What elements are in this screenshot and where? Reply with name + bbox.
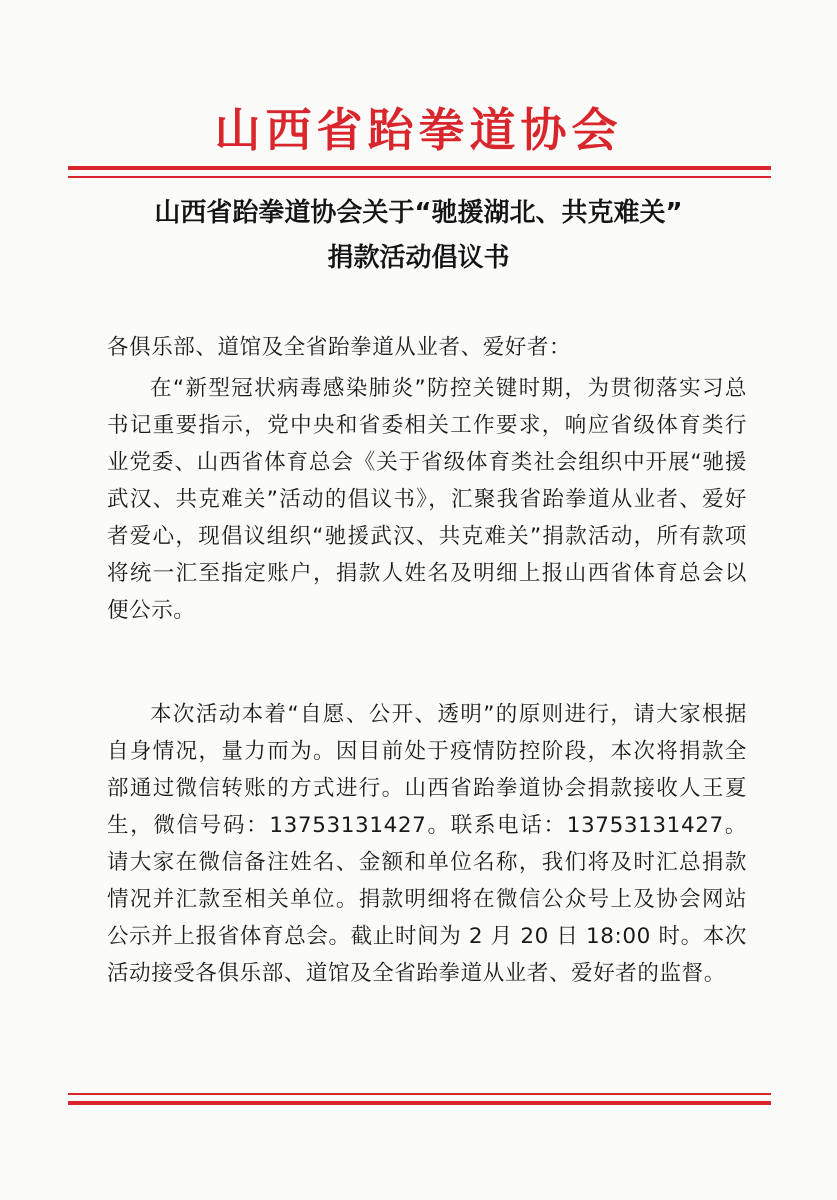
- footer-divider-thick: [68, 1101, 771, 1105]
- header-divider-thin: [68, 176, 771, 178]
- header-divider-thick: [68, 166, 771, 170]
- footer-divider-thin: [68, 1093, 771, 1095]
- document-title-line1: 山西省跆拳道协会关于“驰援湖北、共克难关”: [154, 198, 683, 228]
- paragraph-2: 本次活动本着“自愿、公开、透明”的原则进行，请大家根据自身情况，量力而为。因目前处于疫情防控阶段，本次将捐款全部通过微信转账的方式进行。山西省跆拳道协会捐款接收人王夏生，微信号码：13753131427。联系电话：13753131427。请大家在微信备注姓名、金额和单位名称，我们将及时汇总捐款情况并汇款至相关单位。捐款明细将在微信公众号上及协会网站公示并上报省体育总会。截止时间为 2 月 20 日 18:00 时。本次活动接受各俱乐部、道馆及全省跆拳道从业者、爱好者的监督。: [107, 702, 747, 986]
- document-title-line2: 捐款活动倡议书: [327, 243, 510, 273]
- salutation: 各俱乐部、道馆及全省跆拳道从业者、爱好者：: [107, 335, 572, 360]
- paragraph-1: 在“新型冠状病毒感染肺炎”防控关键时期，为贯彻落实习总书记重要指示，党中央和省委相关工作要求，响应省级体育类行业党委、山西省体育总会《关于省级体育类社会组织中开展“驰援武汉、共克难关”活动的倡议书》，汇聚我省跆拳道从业者、爱好者爱心，现倡议组织“驰援武汉、共克难关”捐款活动，所有款项将统一汇至指定账户，捐款人姓名及明细上报山西省体育总会以便公示。: [107, 376, 747, 623]
- letterhead-title: 山西省跆拳道协会: [214, 103, 623, 157]
